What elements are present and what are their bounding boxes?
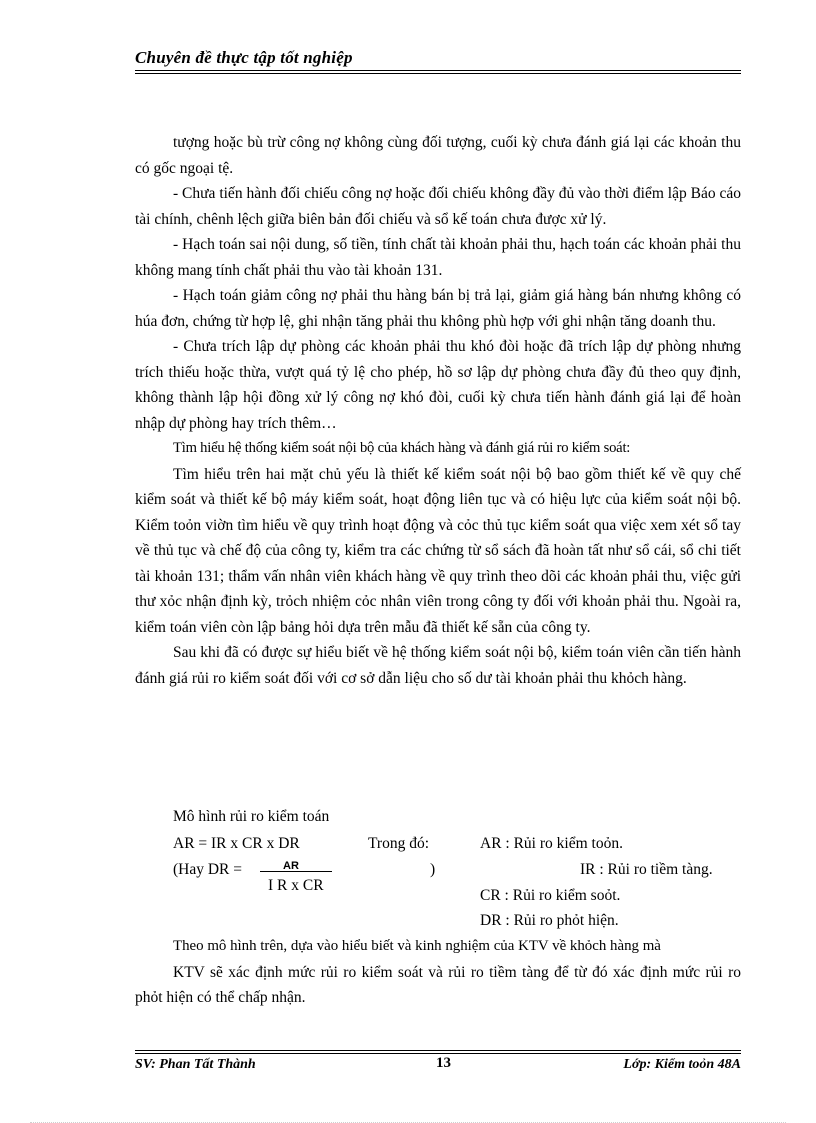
formula-alt-prefix: (Hay DR = bbox=[173, 861, 243, 878]
paragraph: - Chưa tiến hành đối chiếu công nợ hoặc đối chiếu không đầy đủ vào thời điểm lập Báo cáo tài chính, chênh lệch giữa biên bản đối chiếu và sổ kế toán chưa được xử lý. bbox=[135, 185, 741, 228]
paragraph: Theo mô hình trên, dựa vào hiểu biết và kinh nghiệm của KTV về khỏch hàng mà bbox=[173, 938, 661, 954]
risk-model bbox=[135, 804, 741, 934]
fraction-bar bbox=[260, 871, 332, 872]
fraction-denominator: I R x CR bbox=[268, 877, 324, 894]
paragraph: KTV sẽ xác định mức rủi ro kiểm soát và rủi ro tiềm tàng để từ đó xác định mức rủi ro phỏt hiện có thể chấp nhận. bbox=[135, 963, 741, 1006]
fraction-numerator: AR bbox=[283, 860, 299, 872]
header-title: Chuyên đề thực tập tốt nghiệp bbox=[135, 48, 353, 67]
where-label: Trong đó: bbox=[368, 835, 430, 852]
formula-alt-close: ) bbox=[430, 861, 436, 878]
body-text bbox=[135, 130, 741, 691]
definition-ar: AR : Rủi ro kiểm toỏn. bbox=[480, 835, 623, 852]
formula-main: AR = IR x CR x DR bbox=[173, 835, 300, 852]
definition-dr: DR : Rủi ro phỏt hiện. bbox=[480, 912, 619, 929]
page-number: 13 bbox=[436, 1055, 451, 1071]
footer-student: SV: Phan Tất Thành bbox=[135, 1057, 256, 1072]
paragraph: Sau khi đã có được sự hiểu biết về hệ thống kiểm soát nội bộ, kiểm toán viên cần tiến hành đánh giá rủi ro kiểm soát đối với cơ sở dẫn liệu cho số dư tài khoản phải thu khỏch hàng. bbox=[135, 644, 741, 687]
paragraph: - Hạch toán sai nội dung, số tiền, tính chất tài khoản phải thu, hạch toán các khoản phải thu không mang tính chất phải thu vào tài khoản 131. bbox=[135, 236, 741, 279]
paragraph: Tìm hiểu hệ thống kiểm soát nội bộ của khách hàng và đánh giá rủi ro kiểm soát: bbox=[173, 440, 631, 456]
paragraph: - Hạch toán giảm công nợ phải thu hàng bán bị trả lại, giảm giá hàng bán nhưng không có húa đơn, chứng từ hợp lệ, ghi nhận tăng phải thu không phù hợp với ghi nhận tăng doanh thu. bbox=[135, 287, 741, 330]
paragraph: - Chưa trích lập dự phòng các khoản phải thu khó đòi hoặc đã trích lập dự phòng nhưng trích thiếu hoặc thừa, vượt quá tỷ lệ cho phép, hồ sơ lập dự phòng chưa đầy đủ theo quy định, không thành lập hội đồng xử lý công nợ khó đòi, cuối kỳ chưa tiến hành đánh giá lại để hoàn nhập dự phòng hay trích thêm… bbox=[135, 338, 741, 432]
paragraph: tượng hoặc bù trừ công nợ không cùng đối tượng, cuối kỳ chưa đánh giá lại các khoản thu có gốc ngoại tệ. bbox=[135, 134, 741, 177]
model-heading: Mô hình rủi ro kiểm toán bbox=[173, 808, 330, 825]
footer-rule-top bbox=[135, 1050, 741, 1051]
header-rule-top bbox=[135, 70, 741, 71]
definition-ir: IR : Rủi ro tiềm tàng. bbox=[580, 861, 713, 878]
paragraph: Tìm hiểu trên hai mặt chủ yếu là thiết kế kiểm soát nội bộ bao gồm thiết kế về quy chế kiểm soát và thiết kế bộ máy kiểm soát, hoạt động liên tục và có hiệu lực của kiểm soát nội bộ. Kiểm toỏn viờn tìm hiểu về quy trình hoạt động và cỏc thủ tục kiểm soát qua việc xem xét sổ tay về thủ tục và chế độ của công ty, kiểm tra các chứng từ sổ sách đã hoàn tất như sổ cái, sổ chi tiết tài khoản 131; thẩm vấn nhân viên khách hàng về quy trình theo dõi các khoản phải thu, việc gửi thư xỏc nhận định kỳ, trỏch nhiệm cỏc nhân viên trong công ty đối với khoản phải thu. Ngoài ra, kiểm toán viên còn lập bảng hỏi dựa trên mẫu đã thiết kế sẵn của công ty. bbox=[135, 465, 741, 636]
definition-cr: CR : Rủi ro kiểm soỏt. bbox=[480, 887, 621, 904]
closing-text bbox=[135, 934, 741, 1011]
footer-rule-bottom bbox=[135, 1053, 741, 1054]
footer-class: Lớp: Kiểm toỏn 48A bbox=[623, 1057, 741, 1072]
header-rule-bottom bbox=[135, 73, 741, 74]
